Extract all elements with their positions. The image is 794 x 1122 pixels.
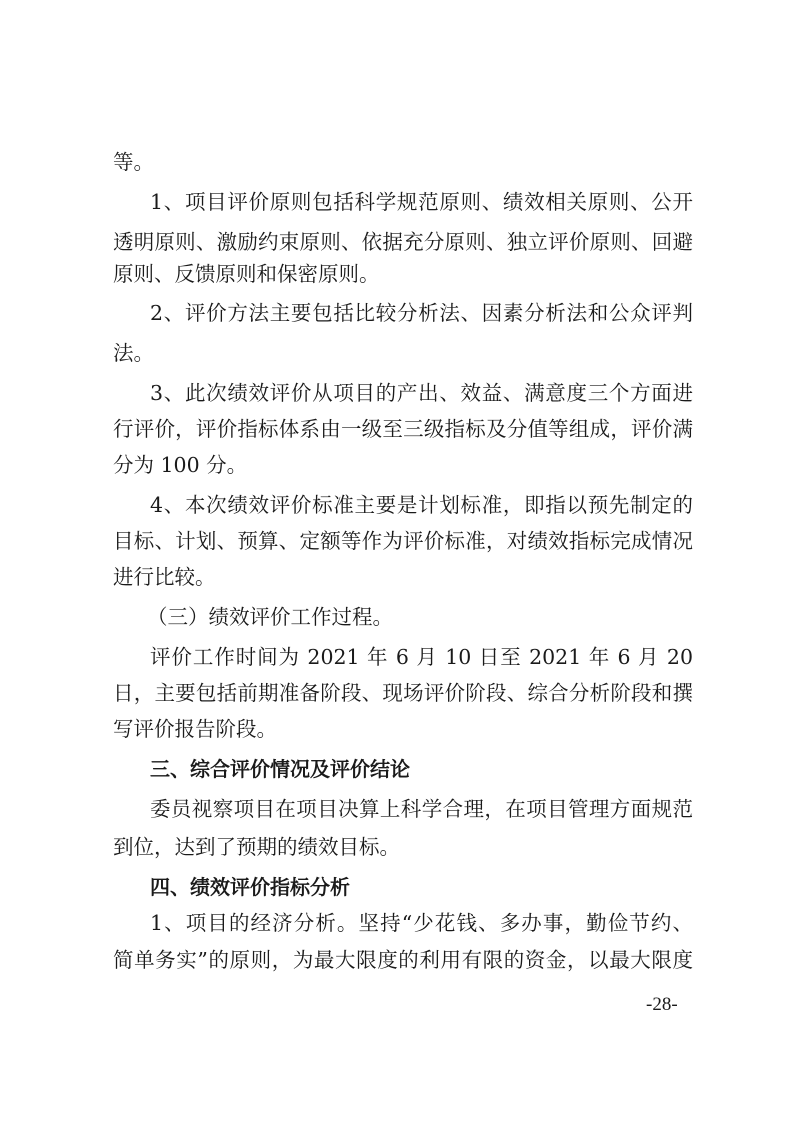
section-subheading: （三）绩效评价工作过程。: [147, 605, 393, 629]
paragraph-line: 写评价报告阶段。: [113, 717, 277, 741]
paragraph-line: 1、项目的经济分析。坚持“少花钱、多办事，勤俭节约、: [150, 911, 693, 935]
paragraph-line: 2、评价方法主要包括比较分析法、因素分析法和公众评判: [150, 301, 693, 325]
paragraph-line: 委员视察项目在项目决算上科学合理，在项目管理方面规范: [150, 797, 693, 821]
paragraph-line: 目标、计划、预算、定额等作为评价标准，对绩效指标完成情况: [113, 529, 693, 553]
paragraph-line: 3、此次绩效评价从项目的产出、效益、满意度三个方面进: [150, 381, 693, 405]
paragraph-line: 等。: [113, 150, 154, 174]
paragraph-line: 法。: [113, 341, 154, 365]
paragraph-line: 日，主要包括前期准备阶段、现场评价阶段、综合分析阶段和撰: [113, 681, 693, 705]
page-number: -28-: [646, 994, 678, 1015]
paragraph-line: 原则、反馈原则和保密原则。: [113, 262, 380, 286]
paragraph-line: 透明原则、激励约束原则、依据充分原则、独立评价原则、回避: [113, 230, 693, 254]
paragraph-line: 行评价，评价指标体系由一级至三级指标及分值等组成，评价满: [113, 417, 693, 441]
paragraph-line: 分为 100 分。: [113, 453, 248, 477]
paragraph-line: 到位，达到了预期的绩效目标。: [113, 835, 400, 859]
paragraph-line: 评价工作时间为 2021 年 6 月 10 日至 2021 年 6 月 20: [150, 645, 693, 669]
paragraph-line: 1、项目评价原则包括科学规范原则、绩效相关原则、公开: [150, 190, 693, 214]
paragraph-line: 4、本次绩效评价标准主要是计划标准，即指以预先制定的: [150, 493, 693, 517]
section-heading: 四、绩效评价指标分析: [150, 875, 350, 899]
paragraph-line: 进行比较。: [113, 565, 216, 589]
paragraph-line: 简单务实”的原则，为最大限度的利用有限的资金，以最大限度: [113, 948, 693, 972]
section-heading: 三、综合评价情况及评价结论: [150, 757, 410, 781]
